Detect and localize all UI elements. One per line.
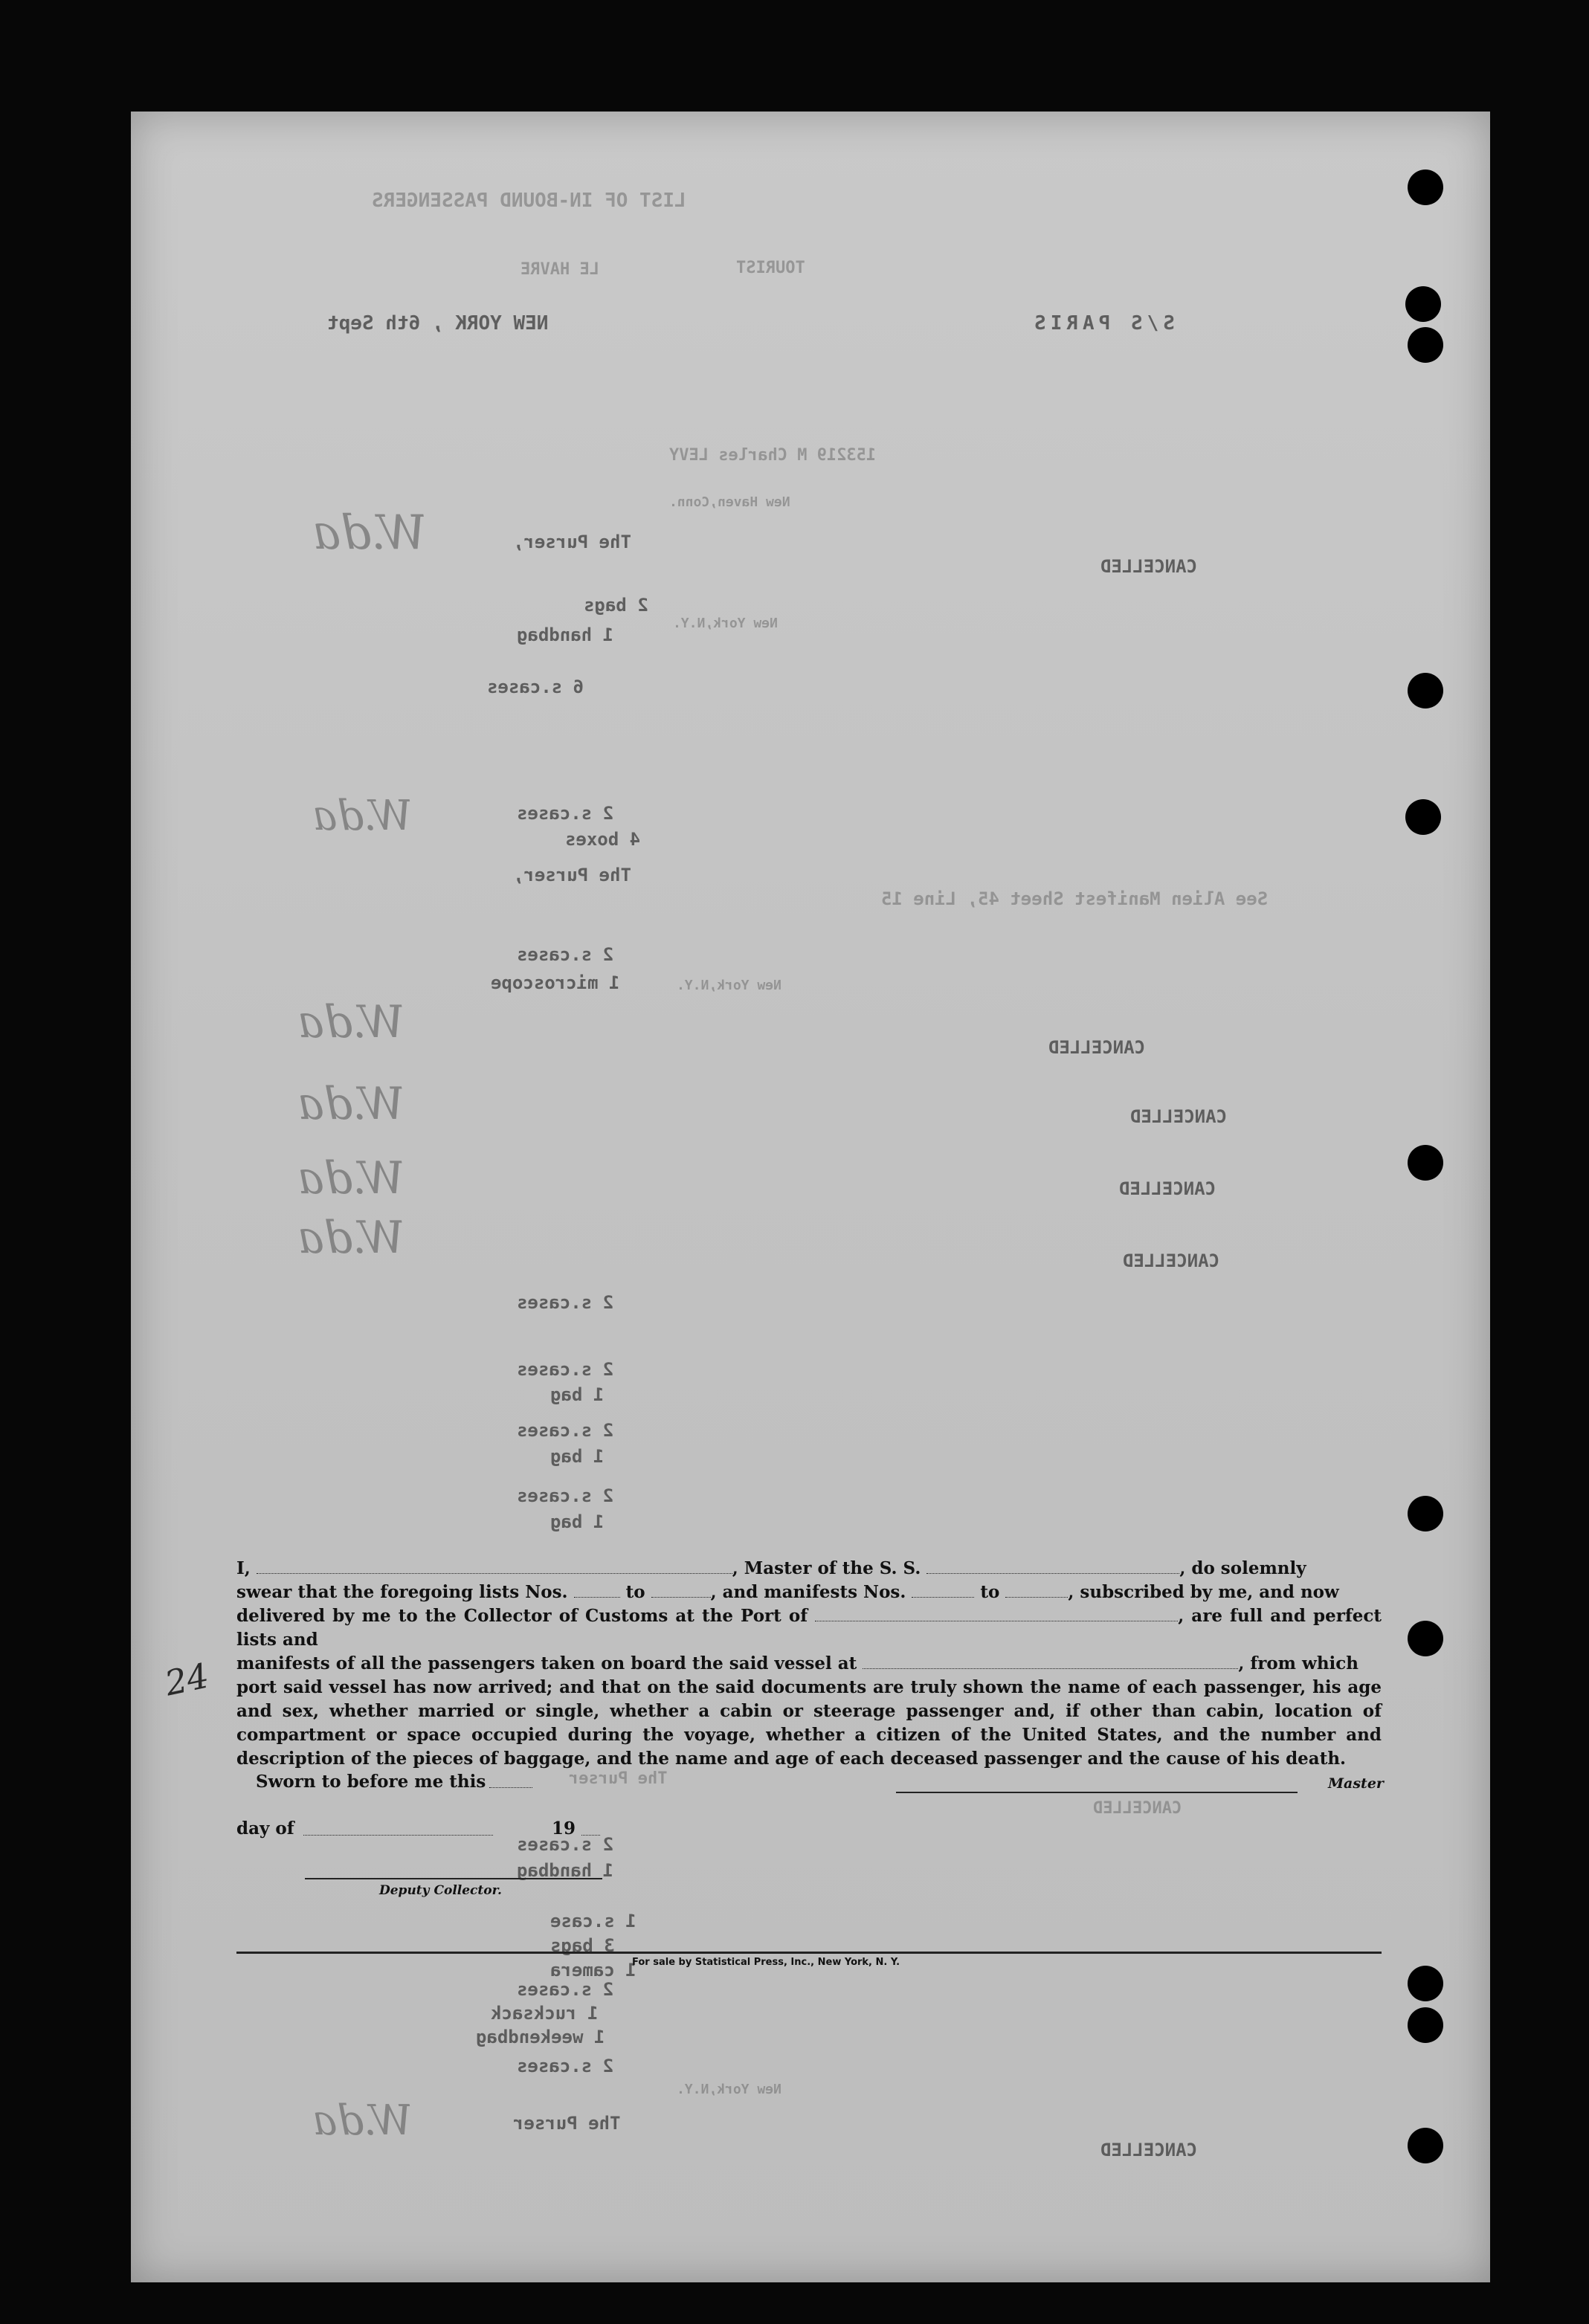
bleed-header-title: LIST OF IN-BOUND PASSENGERS [372, 190, 686, 212]
bleed-signature: W.da [312, 506, 428, 561]
punch-hole [1408, 2128, 1443, 2163]
master-signature-line [896, 1792, 1298, 1793]
bleed-header-vessel: S/S PARIS [1030, 312, 1175, 335]
punch-hole [1408, 673, 1443, 709]
manifest-to-blank [1005, 1597, 1068, 1598]
bleed-header-port: LE HAVRE [520, 260, 599, 279]
declaration-line-1 [236, 1557, 1382, 1581]
bleed-line: CANCELLED [1123, 1250, 1220, 1271]
bleed-header-arrival: NEW YORK , 6th Sept [327, 312, 549, 335]
bleed-line: The Purser, [513, 865, 631, 885]
bleed-line: 2 s.cases [517, 1834, 614, 1855]
deputy-collector-line [305, 1878, 602, 1879]
bleed-line: 4 boxes [565, 829, 641, 850]
punch-hole [1408, 1621, 1443, 1656]
margin-mark: 24 [161, 1655, 213, 1704]
punch-hole [1408, 170, 1443, 205]
declaration-text: , are full and perfect lists and [236, 1606, 1382, 1650]
declaration-text: delivered by me to the Collector of Customs at the Port of [236, 1606, 808, 1626]
declaration-text: , from which [1238, 1653, 1359, 1673]
year-prefix: 19 [552, 1818, 576, 1839]
declaration-text: , and manifests Nos. [710, 1582, 906, 1602]
bleed-line: 1 s.case [550, 1911, 636, 1931]
bleed-line: 1 handbag [517, 624, 614, 645]
declaration-line-3 [236, 1604, 1382, 1652]
manifest-from-blank [912, 1597, 974, 1598]
punch-hole [1408, 2007, 1443, 2043]
embark-port-blank [863, 1668, 1238, 1669]
bleed-line: The Purser, [513, 532, 631, 552]
footer-rule [236, 1952, 1382, 1954]
list-to-blank [651, 1597, 711, 1598]
bleed-signature: W.da [297, 1152, 405, 1204]
master-declaration [236, 1557, 1382, 1771]
declaration-text: to [625, 1582, 645, 1602]
bleed-line: CANCELLED [1093, 1799, 1182, 1818]
punch-hole [1408, 1496, 1443, 1531]
punch-hole [1408, 1145, 1443, 1181]
declaration-text: , Master of the S. S. [732, 1558, 921, 1578]
bleed-signature: W.da [312, 792, 413, 840]
punch-hole [1408, 327, 1443, 363]
bleed-line: 2 s.cases [517, 944, 614, 965]
declaration-text: manifests of all the passengers taken on board the said vessel at [236, 1653, 857, 1673]
bleed-line: 1 bag [550, 1384, 605, 1405]
year-blank [581, 1835, 600, 1836]
bleed-line: 1 bag [550, 1511, 605, 1532]
bleed-line: New Haven,Conn. [669, 494, 790, 510]
bleed-line: 6 s.cases [487, 677, 584, 697]
bleed-line: CANCELLED [1048, 1037, 1146, 1058]
bleed-header-class: TOURIST [736, 259, 805, 277]
bleed-signature: W.da [297, 1212, 405, 1264]
master-name-blank [257, 1573, 732, 1574]
bleed-line: 2 s.cases [517, 1979, 614, 2000]
declaration-text: swear that the foregoing lists Nos. [236, 1582, 568, 1602]
bleed-line: 1 handbag [517, 1860, 614, 1881]
bleed-line: 1 weekendbag [476, 2027, 605, 2047]
bleed-signature: W.da [297, 996, 405, 1048]
printer-imprint: For sale by Statistical Press, Inc., New York, N. Y. [632, 1957, 900, 1968]
sworn-label: Sworn to before me this [256, 1772, 486, 1792]
bleed-line: New York,N.Y. [677, 978, 781, 993]
bleed-line: New York,N.Y. [673, 616, 778, 631]
declaration-text: , do solemnly [1179, 1558, 1306, 1578]
punch-hole [1405, 286, 1441, 322]
bleed-line: 2 s.cases [517, 1359, 614, 1380]
declaration-text: , subscribed by me, and now [1068, 1582, 1339, 1602]
bleed-line: The Purser [513, 2113, 621, 2134]
bleed-line: 2 s.cases [517, 1420, 614, 1441]
declaration-line-2 [236, 1581, 1382, 1604]
bleed-line: CANCELLED [1100, 2140, 1198, 2160]
declaration-text: to [980, 1582, 1000, 1602]
master-label: Master [1328, 1775, 1384, 1792]
declaration-body: port said vessel has now arrived; and that on the said documents are truly shown the name of each passenger, his age and sex, whether married or single, whether a cabin or steerage passenger and, if other than cabin, location of compartment or space occupied during the voyage, whether a citizen of the United States, and the number and description of the pieces of baggage, and the name and age of each deceased passenger and the cause of his death. [236, 1677, 1382, 1769]
bleed-line: 153219 M Charles LEVY [669, 446, 877, 465]
bleed-line: CANCELLED [1100, 556, 1198, 577]
bleed-line: See Alien Manifest Sheet 45, Line 15 [881, 888, 1269, 909]
sworn-blank [489, 1787, 532, 1788]
bleed-line: 2 s.cases [517, 1485, 614, 1506]
bleed-signature: W.da [312, 2097, 413, 2145]
bleed-line: CANCELLED [1130, 1106, 1228, 1127]
day-blank [303, 1835, 493, 1836]
bleed-line: 1 rucksack [491, 2003, 599, 2024]
vessel-name-blank [926, 1573, 1179, 1574]
bleed-signature: W.da [297, 1078, 405, 1130]
day-of-label: day of [236, 1818, 294, 1839]
bleed-line: 2 s.cases [517, 803, 614, 824]
punch-hole [1408, 1966, 1443, 2001]
bleed-line: CANCELLED [1119, 1178, 1216, 1199]
bleed-line: New York,N.Y. [677, 2082, 781, 2097]
bleed-line: 3 bags [550, 1935, 615, 1956]
bleed-line: 1 microscope [491, 972, 620, 993]
bleed-line: The Purser [569, 1769, 668, 1788]
bleed-line: 2 s.cases [517, 1292, 614, 1313]
bleed-line: 1 camera [550, 1960, 636, 1981]
deputy-collector-label: Deputy Collector. [379, 1883, 502, 1898]
declaration-line-4 [236, 1652, 1382, 1676]
bleed-line: 2 bags [584, 595, 648, 616]
declaration-text: I, [236, 1558, 251, 1578]
list-from-blank [574, 1597, 620, 1598]
punch-hole [1405, 799, 1441, 835]
bleed-line: 1 bag [550, 1446, 605, 1467]
bleed-line: 2 s.cases [517, 2056, 614, 2076]
